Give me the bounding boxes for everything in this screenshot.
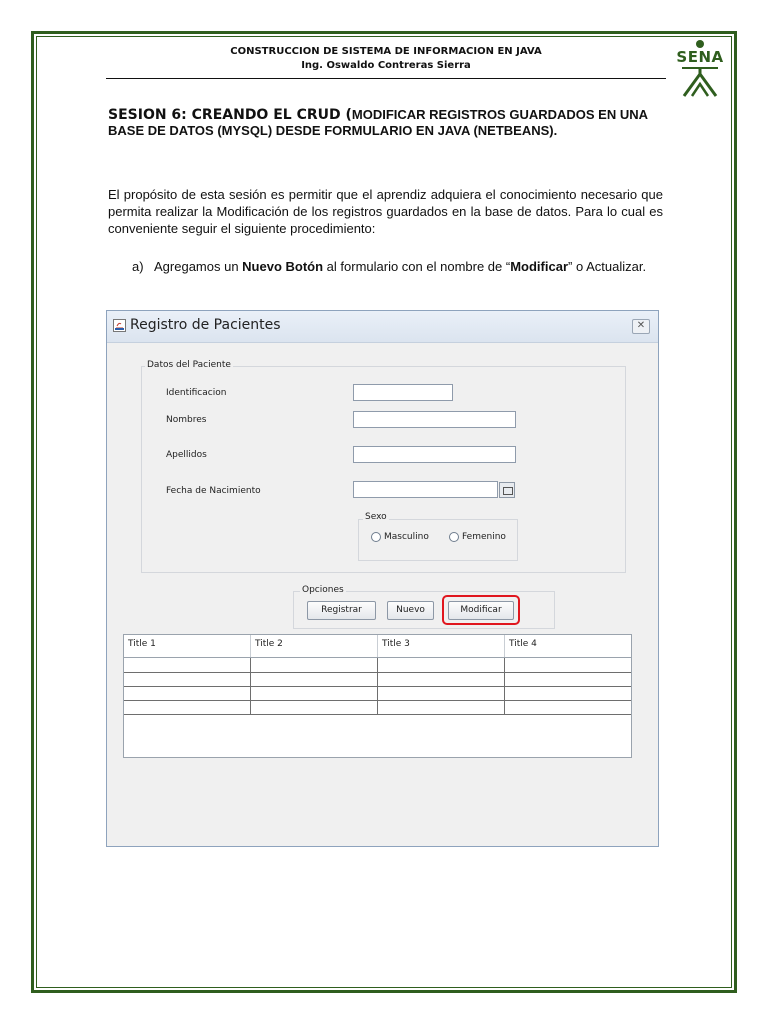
fecha-label: Fecha de Nacimiento xyxy=(166,486,261,496)
table-header-1[interactable]: Title 1 xyxy=(124,635,251,657)
registrar-button[interactable]: Registrar xyxy=(307,601,376,620)
fecha-input[interactable] xyxy=(353,481,498,498)
radio-circle-icon xyxy=(449,532,459,542)
apellidos-input[interactable] xyxy=(353,446,516,463)
table-header-4[interactable]: Title 4 xyxy=(509,639,537,649)
table-row[interactable] xyxy=(124,686,631,701)
window-titlebar xyxy=(107,311,658,343)
radio-circle-icon xyxy=(371,532,381,542)
nuevo-button[interactable]: Nuevo xyxy=(387,601,434,620)
sena-logo xyxy=(672,38,728,98)
identificacion-label: Identificacion xyxy=(166,388,227,398)
window-title: Registro de Pacientes xyxy=(130,317,281,333)
modificar-highlight xyxy=(442,595,520,625)
table-header-3[interactable]: Title 3 xyxy=(378,635,505,657)
section-title xyxy=(108,107,668,138)
table-row[interactable] xyxy=(124,658,631,673)
apellidos-label: Apellidos xyxy=(166,450,207,460)
java-app-icon xyxy=(113,319,126,332)
table-row[interactable] xyxy=(124,672,631,687)
step-a xyxy=(134,258,664,275)
femenino-radio[interactable]: Femenino xyxy=(449,532,506,542)
sexo-label: Sexo xyxy=(365,512,387,522)
title-rest: MODIFICAR REGISTROS GUARDADOS EN UNA BASE DE DATOS (MYSQL) DESDE FORMULARIO EN JAVA (NETBEANS). xyxy=(108,107,648,138)
sena-logo-icon xyxy=(672,38,728,98)
calendar-icon xyxy=(503,487,513,495)
registro-window-screenshot xyxy=(106,310,659,847)
table-header xyxy=(124,635,631,658)
header-rule xyxy=(106,78,666,79)
nombres-input[interactable] xyxy=(353,411,516,428)
header-course-title: CONSTRUCCION DE SISTEMA DE INFORMACION EN JAVA xyxy=(230,46,542,57)
step-marker: a) xyxy=(132,259,144,274)
title-lead: SESION 6: CREANDO EL CRUD ( xyxy=(108,107,352,123)
intro-paragraph: El propósito de esta sesión es permitir que el aprendiz adquiera el conocimiento necesario que permita realizar la Modificación de los registros guardados en la base de datos. Para lo cual es conveniente seguir el siguiente procedimiento: xyxy=(108,187,663,236)
opciones-label: Opciones xyxy=(302,585,344,595)
identificacion-input[interactable] xyxy=(353,384,453,401)
close-button[interactable]: ✕ xyxy=(632,319,650,334)
pacientes-table xyxy=(123,634,632,758)
window-content xyxy=(107,343,658,846)
nombres-label: Nombres xyxy=(166,415,207,425)
date-picker-button[interactable] xyxy=(499,482,515,498)
masculino-radio[interactable]: Masculino xyxy=(371,532,429,542)
patient-data-group-label: Datos del Paciente xyxy=(147,360,231,370)
table-header-2[interactable]: Title 2 xyxy=(251,635,378,657)
header-author: Ing. Oswaldo Contreras Sierra xyxy=(301,60,471,71)
table-row[interactable] xyxy=(124,700,631,715)
document-header xyxy=(106,45,666,73)
modificar-button[interactable]: Modificar xyxy=(448,601,514,620)
step-text: Agregamos un Nuevo Botón al formulario con el nombre de “Modificar” o Actualizar. xyxy=(154,259,647,274)
logo-wordmark: SENA xyxy=(676,48,724,66)
